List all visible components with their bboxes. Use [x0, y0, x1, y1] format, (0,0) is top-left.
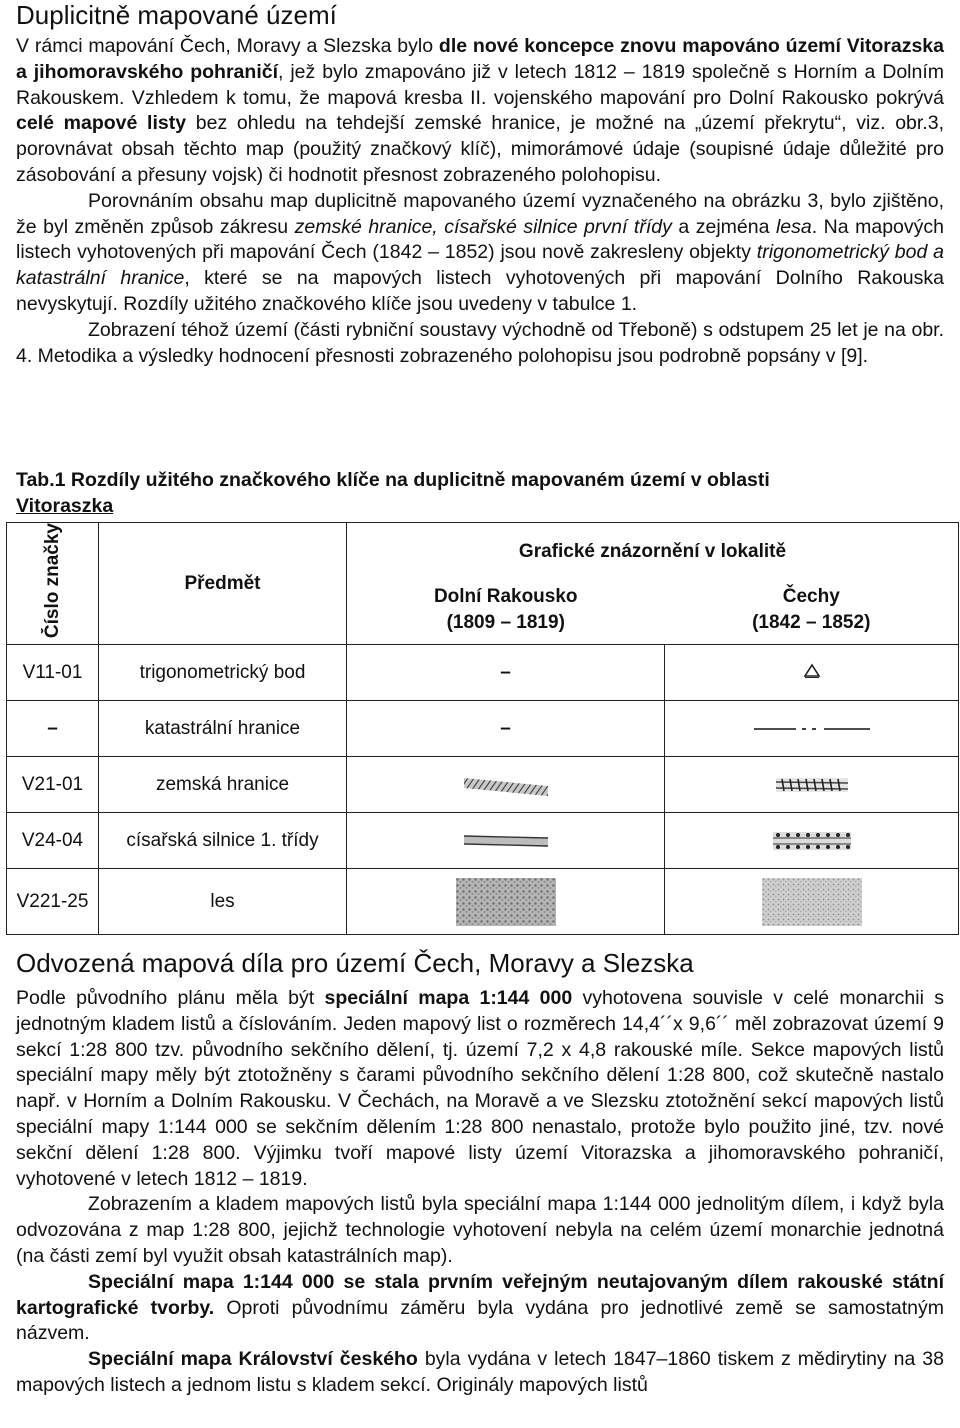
paragraph [16, 1270, 944, 1347]
header-code-label: Číslo značky [41, 523, 63, 639]
row-subject: zemská hranice [99, 757, 347, 813]
chain-border-band-icon [776, 774, 848, 796]
text-run: dle nové koncepce znovu mapováno území Vitorazska a jihomoravského pohraničí [16, 35, 944, 83]
forest-texture-icon [456, 878, 556, 926]
table-row [7, 645, 959, 701]
section-title-odvozena: Odvozená mapová díla pro území Čech, Moravy a Slezska [16, 948, 694, 978]
text-run: , jež bylo zmapováno již v letech 1812 – 1819 společně s Horním a Dolním Rakouskem. Vzhledem k tomu, že mapová kresba II. vojenského mapování pro Dolní Rakousko pokrývá [16, 60, 944, 109]
text-run: Speciální mapa Království českého [88, 1348, 418, 1371]
paragraph [16, 986, 944, 1192]
paragraph [16, 189, 944, 318]
header-col2-line2: (1842 – 1852) [752, 611, 871, 633]
row-dolni-rakousko [347, 869, 665, 935]
text-run: celé mapové listy [16, 112, 187, 135]
hatched-border-band-icon [464, 774, 548, 796]
row-dolni-rakousko: – [347, 701, 665, 757]
header-graphic: Grafické znázornění v lokalitě [347, 523, 959, 576]
paragraph [16, 1347, 944, 1399]
text-run: trigonometrický bod a katastrální hranice [16, 241, 944, 290]
road-band-icon [464, 831, 548, 851]
text-run: vyhotovena souvisle v celé monarchii s jednotným kladem listů a číslováním. Jeden mapový list o rozměrech 14,4´´x 9,6´´ měl zobrazovat území 9 sekcí 1:28 800 tzv. původního sekčního dělení, tj. území 7,2 x 4,8 rakouské míle. Sekce mapových listů speciální mapy měly být ztotožněny s čarami původního sekčního dělení 1:28 800, což skutečně nastalo např. v Horním a Dolním Rakousku. V Čechách, na Moravě a ve Slezsku ztotožnění sekcí mapových listů speciální mapy 1:144 000 se sekčním dělením 1:28 800 nenastalo, protože bylo použito jiné, tzv. nové sekční dělení 1:28 800. Výjimku tvoří mapové listy území Vitorazska a jihomoravského pohraničí, vyhotovené v letech 1812 – 1819. [16, 987, 944, 1190]
text-run: V rámci mapování Čech, Moravy a Slezska bylo [16, 35, 439, 57]
text-run: Speciální mapa 1:144 000 se stala prvním veřejným neutajovaným dílem rakouské státní kartografické tvorby. [16, 1270, 944, 1319]
text-run: Porovnáním obsahu map duplicitně mapovaného území vyznačeného na obrázku 3, bylo zjištěno, že byl změněn způsob zákresu [16, 189, 944, 238]
row-code: V221-25 [7, 869, 99, 935]
caption-line-1: Tab.1 Rozdíly užitého značkového klíče na duplicitně mapovaném území v oblasti [16, 469, 770, 491]
row-subject: císařská silnice 1. třídy [99, 813, 347, 869]
symbol-comparison-table [6, 522, 959, 935]
row-code: V11-01 [7, 645, 99, 701]
row-code: – [7, 701, 99, 757]
text-run: Zobrazení téhož území (části rybniční soustavy východně od Třeboně) s odstupem 25 let je na obr. 4. Metodika a výsledky hodnocení přesnosti zobrazeného polohopisu jsou podrobně popsány v [9]. [16, 318, 944, 367]
row-subject: trigonometrický bod [99, 645, 347, 701]
table-row [7, 813, 959, 869]
header-code [7, 523, 99, 645]
header-col1-line1: Dolní Rakousko [433, 585, 578, 607]
text-run: lesa [775, 215, 812, 238]
row-dolni-rakousko: – [347, 645, 665, 701]
table-caption [16, 468, 944, 520]
row-subject: les [99, 869, 347, 935]
row-cechy [665, 645, 959, 701]
row-cechy [665, 869, 959, 935]
paragraph [16, 1192, 944, 1269]
section-title-duplicitne: Duplicitně mapované území [16, 0, 337, 30]
triangle-symbol-icon [802, 661, 822, 679]
dotted-road-band-icon [773, 829, 851, 853]
text-run: Podle původního plánu měla být [16, 987, 325, 1009]
table-row [7, 757, 959, 813]
text-run: zemské hranice, císařské silnice první třídy [294, 215, 672, 238]
header-col1-line2: (1809 – 1819) [446, 611, 565, 633]
row-cechy [665, 701, 959, 757]
table-row [7, 701, 959, 757]
header-subject: Předmět [99, 523, 347, 645]
row-code: V21-01 [7, 757, 99, 813]
row-cechy [665, 813, 959, 869]
row-subject: katastrální hranice [99, 701, 347, 757]
header-col2-line1: Čechy [782, 585, 840, 607]
header-dolni-rakousko [347, 575, 665, 644]
section1-body [16, 34, 944, 369]
row-cechy [665, 757, 959, 813]
caption-line-2: Vitoraszka [16, 494, 114, 517]
text-run: . Na mapových listech vyhotovených při mapování Čech (1842 – 1852) jsou nově zakresleny objekty [16, 215, 944, 264]
text-run: speciální mapa 1:144 000 [324, 987, 573, 1009]
dashed-line-symbol-icon [752, 724, 872, 734]
row-dolni-rakousko [347, 813, 665, 869]
paragraph [16, 318, 944, 370]
forest-texture-fine-icon [762, 878, 862, 926]
section2-body [16, 986, 944, 1399]
text-run: Oproti původnímu záměru byla vydána pro jednotlivé země se samostatným názvem. [16, 1296, 944, 1345]
text-run: bez ohledu na tehdejší zemské hranice, je možné na „území překrytu“, viz. obr.3, porovnávat obsah těchto map (použitý značkový klíč), mimorámové údaje (soupisné údaje důležité pro zásobování a přesuny vojsk) či hodnotit přesnost zobrazeného polohopisu. [16, 112, 944, 186]
text-run: a zejména [671, 215, 776, 238]
header-cechy [665, 575, 959, 644]
table-row [7, 869, 959, 935]
text-run: byla vydána v letech 1847–1860 tiskem z mědirytiny na 38 mapových listech a jednom listu s kladem sekcí. Originály mapových listů [16, 1348, 944, 1396]
text-run: , které se na mapových listech vyhotovených při mapování Dolního Rakouska nevyskytují. Rozdíly užitého značkového klíče jsou uvedeny v tabulce 1. [16, 267, 944, 315]
text-run: Zobrazením a kladem mapových listů byla speciální mapa 1:144 000 jednolitým dílem, i když byla odvozována z map 1:28 800, jejichž technologie vyhotovení nebyla na celém území monarchie jednotná (na části zemí byl využit obsah katastrálních map). [16, 1193, 944, 1267]
paragraph [16, 34, 944, 189]
row-code: V24-04 [7, 813, 99, 869]
row-dolni-rakousko [347, 757, 665, 813]
